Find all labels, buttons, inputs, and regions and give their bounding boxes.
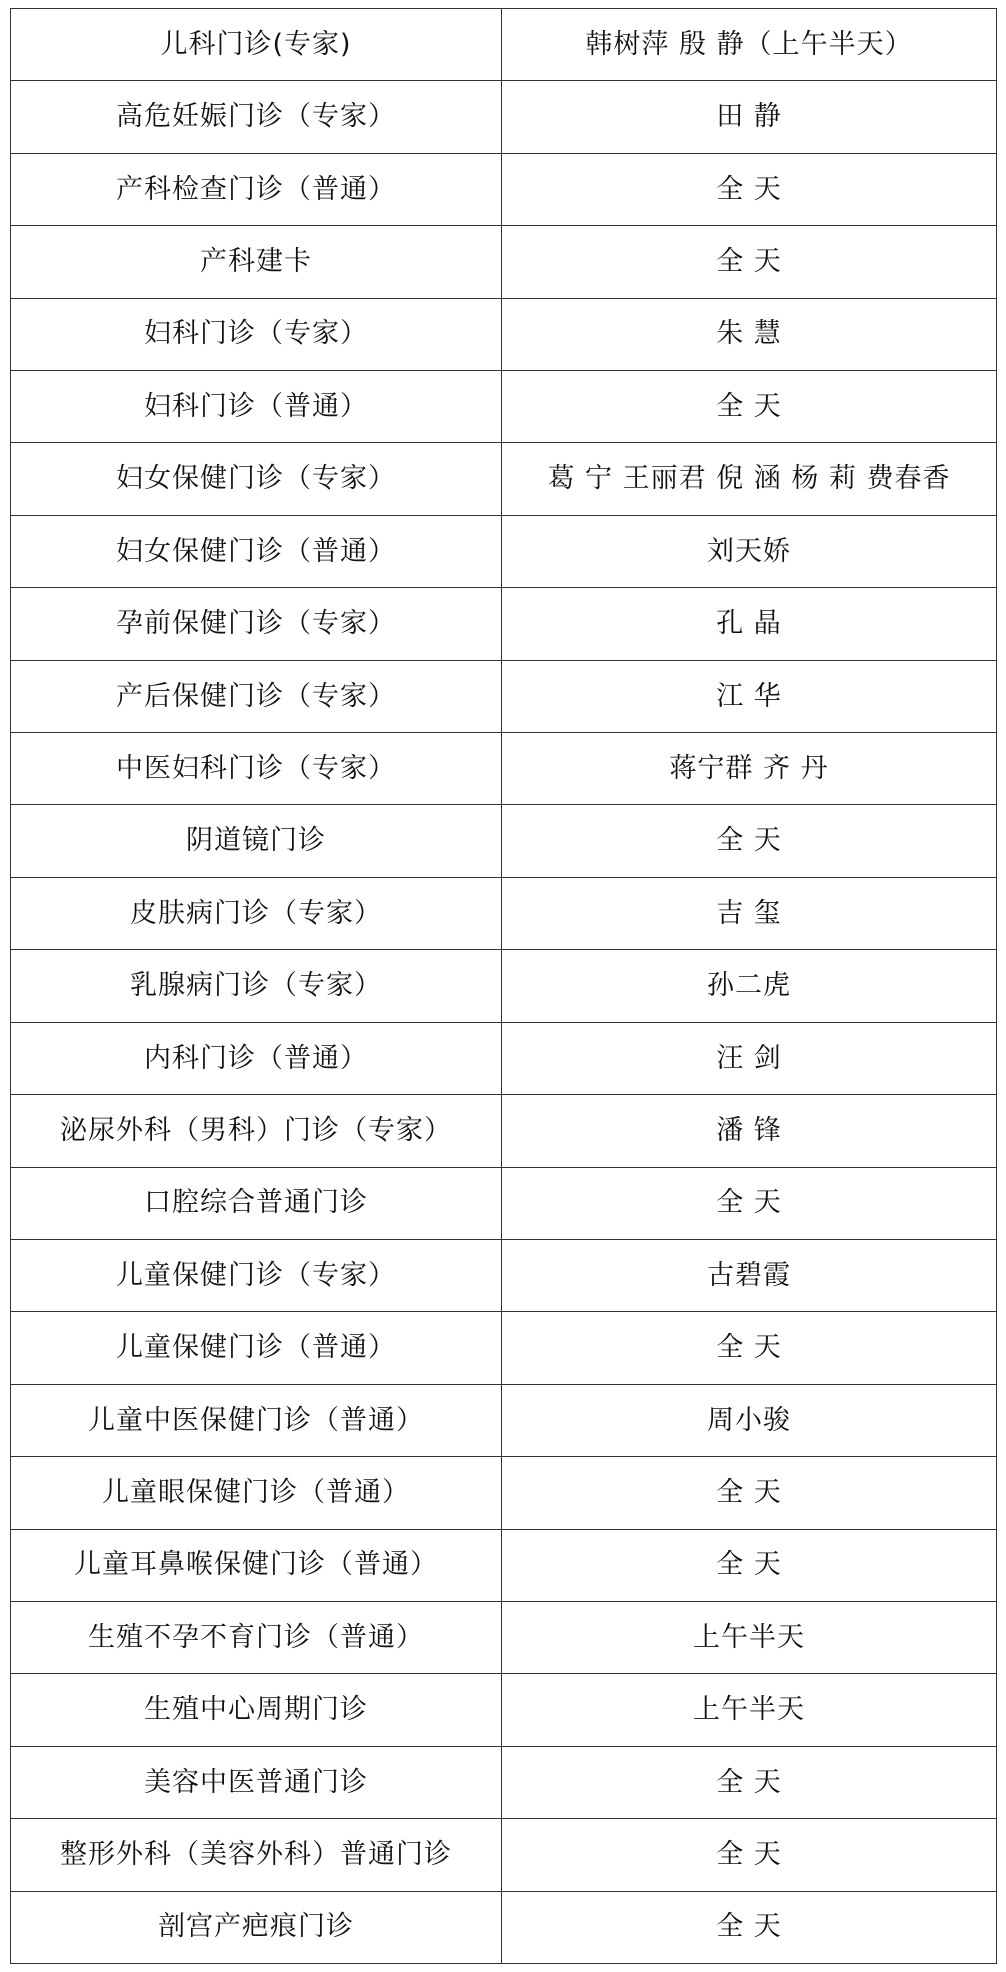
clinic-name-cell: 整形外科（美容外科）普通门诊	[11, 1819, 502, 1891]
table-row	[11, 1022, 997, 1094]
clinic-name-cell: 内科门诊（普通）	[11, 1022, 502, 1094]
doctor-cell: 全 天	[502, 153, 997, 225]
clinic-name-cell: 高危妊娠门诊（专家）	[11, 81, 502, 153]
doctor-cell: 汪 剑	[502, 1022, 997, 1094]
clinic-name-cell: 阴道镜门诊	[11, 805, 502, 877]
doctor-cell: 全 天	[502, 1819, 997, 1891]
doctor-cell: 吉 玺	[502, 877, 997, 949]
doctor-cell: 古碧霞	[502, 1239, 997, 1311]
clinic-name-cell: 妇科门诊（专家）	[11, 298, 502, 370]
clinic-name-cell: 妇女保健门诊（专家）	[11, 443, 502, 515]
doctor-cell: 全 天	[502, 1457, 997, 1529]
table-row	[11, 1167, 997, 1239]
doctor-cell: 刘天娇	[502, 515, 997, 587]
table-row	[11, 226, 997, 298]
doctor-cell: 孙二虎	[502, 950, 997, 1022]
clinic-name-cell: 儿童眼保健门诊（普通）	[11, 1457, 502, 1529]
clinic-name-cell: 孕前保健门诊（专家）	[11, 588, 502, 660]
doctor-cell: 朱 慧	[502, 298, 997, 370]
table-row	[11, 515, 997, 587]
clinic-name-cell: 产科建卡	[11, 226, 502, 298]
clinic-name-cell: 中医妇科门诊（专家）	[11, 733, 502, 805]
table-row	[11, 1601, 997, 1673]
clinic-name-cell: 儿童保健门诊（专家）	[11, 1239, 502, 1311]
clinic-schedule-table	[10, 8, 997, 1964]
clinic-name-cell: 儿童保健门诊（普通）	[11, 1312, 502, 1384]
clinic-name-cell: 口腔综合普通门诊	[11, 1167, 502, 1239]
clinic-name-cell: 美容中医普通门诊	[11, 1746, 502, 1818]
table-row	[11, 1239, 997, 1311]
doctor-cell: 全 天	[502, 371, 997, 443]
clinic-name-cell: 儿童中医保健门诊（普通）	[11, 1384, 502, 1456]
table-row	[11, 1384, 997, 1456]
clinic-name-cell: 泌尿外科（男科）门诊（专家）	[11, 1095, 502, 1167]
doctor-cell: 蒋宁群 齐 丹	[502, 733, 997, 805]
table-row	[11, 9, 997, 81]
table-row	[11, 950, 997, 1022]
table-row	[11, 298, 997, 370]
schedule-body	[11, 9, 997, 1964]
clinic-name-cell: 乳腺病门诊（专家）	[11, 950, 502, 1022]
clinic-name-cell: 生殖不孕不育门诊（普通）	[11, 1601, 502, 1673]
clinic-name-cell: 产科检查门诊（普通）	[11, 153, 502, 225]
table-row	[11, 877, 997, 949]
doctor-cell: 全 天	[502, 226, 997, 298]
schedule-sheet	[10, 8, 996, 1964]
table-row	[11, 588, 997, 660]
table-row	[11, 1891, 997, 1963]
doctor-cell: 全 天	[502, 1529, 997, 1601]
table-row	[11, 660, 997, 732]
table-row	[11, 1674, 997, 1746]
doctor-cell: 上午半天	[502, 1674, 997, 1746]
clinic-name-cell: 产后保健门诊（专家）	[11, 660, 502, 732]
clinic-name-cell: 皮肤病门诊（专家）	[11, 877, 502, 949]
doctor-cell: 江 华	[502, 660, 997, 732]
doctor-cell: 全 天	[502, 1891, 997, 1963]
table-row	[11, 371, 997, 443]
clinic-name-cell: 妇女保健门诊（普通）	[11, 515, 502, 587]
table-row	[11, 733, 997, 805]
table-row	[11, 1312, 997, 1384]
table-row	[11, 1457, 997, 1529]
table-row	[11, 81, 997, 153]
clinic-name-cell: 儿科门诊(专家)	[11, 9, 502, 81]
doctor-cell: 潘 锋	[502, 1095, 997, 1167]
doctor-cell: 上午半天	[502, 1601, 997, 1673]
doctor-cell: 全 天	[502, 1167, 997, 1239]
clinic-name-cell: 儿童耳鼻喉保健门诊（普通）	[11, 1529, 502, 1601]
table-row	[11, 1746, 997, 1818]
table-row	[11, 153, 997, 225]
doctor-cell: 葛 宁 王丽君 倪 涵 杨 莉 费春香	[502, 443, 997, 515]
table-row	[11, 1819, 997, 1891]
table-row	[11, 1095, 997, 1167]
clinic-name-cell: 妇科门诊（普通）	[11, 371, 502, 443]
table-row	[11, 1529, 997, 1601]
doctor-cell: 周小骏	[502, 1384, 997, 1456]
doctor-cell: 田 静	[502, 81, 997, 153]
clinic-name-cell: 剖宫产疤痕门诊	[11, 1891, 502, 1963]
doctor-cell: 孔 晶	[502, 588, 997, 660]
doctor-cell: 全 天	[502, 1312, 997, 1384]
doctor-cell: 韩树萍 殷 静（上午半天）	[502, 9, 997, 81]
clinic-name-cell: 生殖中心周期门诊	[11, 1674, 502, 1746]
doctor-cell: 全 天	[502, 805, 997, 877]
doctor-cell: 全 天	[502, 1746, 997, 1818]
table-row	[11, 443, 997, 515]
table-row	[11, 805, 997, 877]
